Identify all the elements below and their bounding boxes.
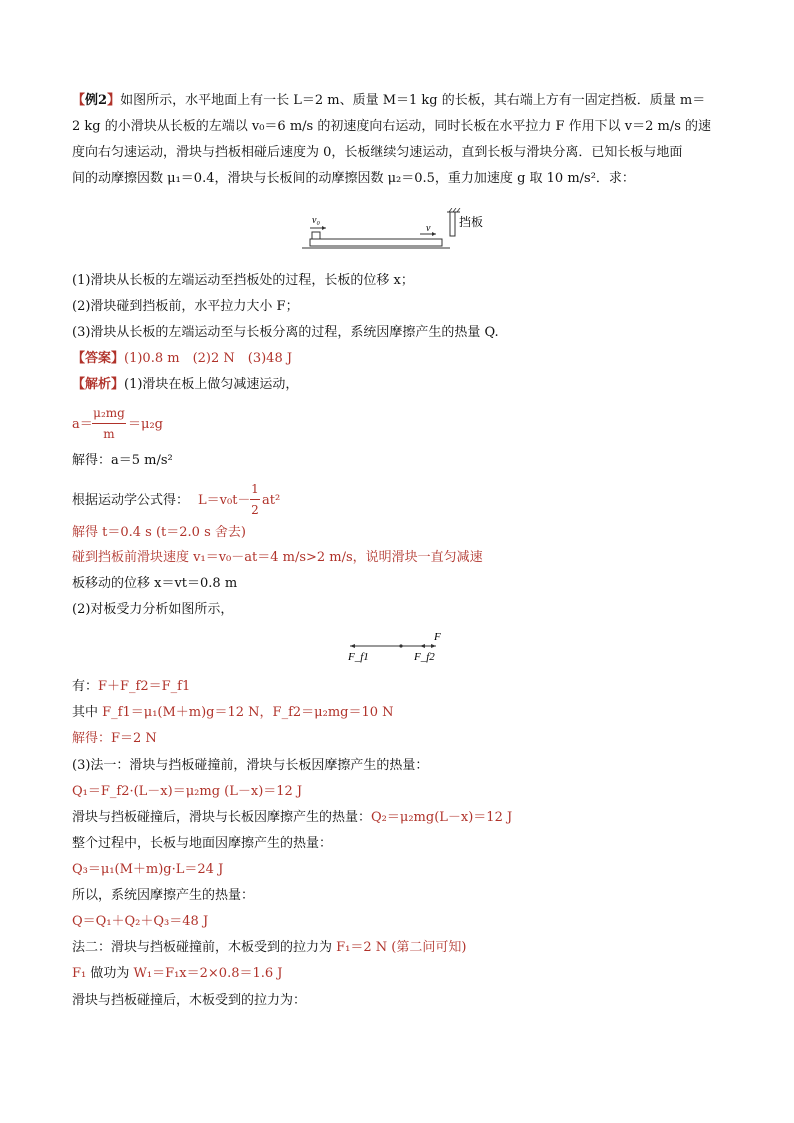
where-line	[72, 704, 394, 722]
have-label: 有：	[72, 679, 99, 694]
part2-intro: (2)对板受力分析如图所示，	[72, 602, 234, 617]
answer-line	[72, 350, 292, 368]
force-figure	[344, 630, 464, 666]
f-label: F	[434, 631, 441, 643]
problem-text-1: 如图所示，水平地面上有一长 L＝2 m、质量 M＝1 kg 的长板，其右端上方有一固定挡板．质量 m＝	[120, 93, 706, 108]
long-board	[310, 239, 442, 246]
kin-prefix: 根据运动学公式得：	[72, 493, 190, 508]
m2-eq: F₁＝2 N (第二问可知)	[336, 940, 467, 955]
w1-eq: W₁＝F₁x＝2×0.8＝1.6 J	[133, 966, 283, 981]
have-eq: F＋F_f2＝F_f1	[98, 679, 191, 694]
where-eq: F_f1＝μ₁(M＋m)g＝12 N，F_f2＝μ₂mg＝10 N	[102, 705, 394, 720]
eq-a-lhs: a＝	[72, 417, 93, 432]
fixed-wall	[450, 212, 455, 236]
question-3: (3)滑块从长板的左端运动至与长板分离的过程，系统因摩擦产生的热量 Q.	[72, 325, 499, 340]
q3-eq: Q₃＝μ₁(M＋m)g·L＝24 J	[72, 862, 224, 877]
ff2-arrowhead	[420, 644, 425, 648]
v1-line	[72, 549, 483, 567]
kin-denominator: 2	[251, 503, 259, 517]
wall-label: 挡板	[459, 215, 484, 229]
example-tag: 例2	[85, 93, 108, 108]
v0-arrowhead	[322, 226, 326, 230]
q2-prefix: 滑块与挡板碰撞后，滑块与长板因摩擦产生的热量：	[72, 810, 372, 825]
problem-line-1	[72, 92, 705, 110]
example-tag-open: 【	[72, 93, 86, 108]
solve-a-line: 解得：a＝5 m/s²	[72, 453, 173, 468]
ff2-label: F_f2	[414, 651, 435, 663]
w1-prefix: F₁	[72, 966, 87, 981]
have-line	[72, 678, 190, 696]
example-tag-close: 】	[107, 93, 121, 108]
eq-a-rhs: ＝μ₂g	[128, 417, 163, 432]
solve-t-line: 解得 t＝0.4 s (t＝2.0 s 舍去)	[72, 525, 246, 540]
w1-line	[72, 965, 283, 983]
ff1-arrowhead	[350, 644, 355, 648]
method1-line: (3)法一：滑块与挡板碰撞前，滑块与长板因摩擦产生的热量：	[72, 758, 429, 773]
analysis-intro-line	[72, 376, 298, 394]
solve-F-line: 解得：F＝2 N	[72, 731, 157, 746]
v-label: v	[426, 223, 431, 234]
eq-a-denominator: m	[103, 427, 115, 441]
question-2: (2)滑块碰到挡板前，水平拉力大小 F；	[72, 299, 299, 314]
q-total-eq: Q＝Q₁＋Q₂＋Q₃＝48 J	[72, 914, 209, 929]
eq-a-numerator: μ₂mg	[93, 406, 125, 420]
problem-line-3: 度向右匀速运动，滑块与挡板相碰后速度为 0，长板继续匀速运动，直到长板与滑块分离．已知长板与地面	[72, 145, 683, 160]
q1-eq: Q₁＝F_f2·(L－x)＝μ₂mg (L－x)＝12 J	[72, 784, 303, 799]
kin-lhs: L＝v₀t－	[198, 493, 251, 508]
kin-rhs: at²	[262, 493, 281, 508]
answer-label: 【答案】	[72, 351, 125, 366]
w1-mid: 做功为	[86, 966, 134, 981]
analysis-intro: (1)滑块在板上做匀减速运动，	[124, 377, 299, 392]
analysis-label: 【解析】	[72, 377, 125, 392]
so-line: 所以，系统因摩擦产生的热量：	[72, 888, 255, 903]
q2-line	[72, 809, 512, 827]
ff1-label: F_f1	[348, 651, 369, 663]
after-line: 滑块与挡板碰撞后，木板受到的拉力为：	[72, 993, 307, 1008]
answer-text: (1)0.8 m (2)2 N (3)48 J	[124, 351, 293, 366]
v0-label: v₀	[312, 215, 320, 226]
problem-line-2: 2 kg 的小滑块从长板的左端以 v₀＝6 m/s 的初速度向右运动，同时长板在水平拉力 F 作用下以 v＝2 m/s 的速	[72, 119, 712, 134]
problem-line-4: 间的动摩擦因数 μ₁＝0.4，滑块与长板间的动摩擦因数 μ₂＝0.5，重力加速度 g 取 10 m/s²．求：	[72, 171, 635, 186]
where-label: 其中	[72, 705, 103, 720]
v1-text: 碰到挡板前滑块速度 v₁＝v₀－at＝4 m/s>2 m/s，说明滑块一直匀减速	[72, 550, 483, 565]
method2-line	[72, 939, 466, 957]
x-disp-line: 板移动的位移 x＝vt＝0.8 m	[72, 576, 238, 591]
slider-block	[312, 232, 320, 239]
m2-prefix: 法二：滑块与挡板碰撞前，木板受到的拉力为	[72, 940, 337, 955]
q3-line: 整个过程中，长板与地面因摩擦产生的热量：	[72, 836, 333, 851]
setup-figure	[300, 208, 500, 254]
v-arrowhead	[432, 232, 436, 236]
question-1: (1)滑块从长板的左端运动至挡板处的过程，长板的位移 x；	[72, 273, 414, 288]
force-origin-dot	[399, 644, 402, 647]
f-arrowhead	[431, 644, 436, 648]
kin-numerator: 1	[251, 482, 259, 496]
q2-eq: Q₂＝μ₂mg(L－x)＝12 J	[371, 810, 513, 825]
